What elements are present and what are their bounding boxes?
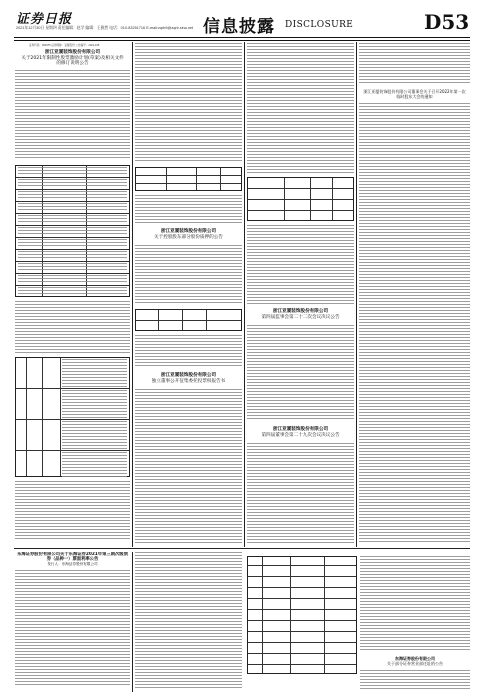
column-1 — [15, 43, 130, 548]
table-row — [16, 390, 129, 420]
table-row — [16, 215, 129, 226]
bottom-mid-article — [135, 552, 242, 692]
table-row — [16, 421, 129, 451]
table-row — [16, 359, 129, 389]
article-header — [247, 427, 354, 438]
article-body — [247, 443, 354, 543]
article-company: 浙江亚厦装饰股份有限公司 — [44, 50, 101, 55]
article-body — [15, 70, 130, 158]
article-body — [360, 556, 470, 652]
table-row — [248, 178, 353, 189]
stock-code-line: 证券代码：002375 证券简称：亚厦股份 公告编号：2021-105 — [29, 44, 100, 47]
article-body — [135, 195, 242, 223]
bottom-section-rule — [14, 548, 470, 549]
column-4 — [359, 43, 470, 548]
article-title: 关于控股股东部分股份质押的公告 — [154, 234, 223, 240]
article-title: 关于部分证券营业部迁址的公告 — [387, 661, 443, 666]
branch-relocation-table — [247, 556, 357, 674]
table-row — [16, 287, 129, 298]
article-company: 浙江亚厦装饰股份有限公司 — [160, 229, 217, 234]
article-title: 第四届董事会第二十九次会议决议公告 — [261, 432, 340, 438]
table-row — [248, 643, 356, 654]
table-row — [16, 452, 129, 480]
article-title: 关于2021年限制性股票激励计划(草案)及相关文件的修订说明公告 — [21, 55, 124, 67]
article-body — [135, 245, 242, 305]
table-row — [248, 557, 356, 566]
assessment-table — [15, 357, 130, 477]
column-divider — [132, 552, 133, 692]
bottom-right-article — [360, 556, 470, 692]
article-body — [135, 552, 242, 688]
table-row — [136, 184, 241, 192]
table-row — [16, 167, 129, 178]
issue-meta: 2021年12月30日 星期四 责任编辑：赵学 编辑：王雅然 电话：010-83251716 E-mail:zqrb9@zqrb.sina.net — [16, 26, 194, 30]
table-row — [136, 321, 241, 332]
shareholding-table — [135, 309, 242, 331]
table-row — [136, 168, 241, 176]
table-row — [16, 179, 129, 190]
article-title: 东海证券股份有限公司关于东海证券2021年第三期次级债券（品种一）票面利率公告 — [17, 552, 128, 563]
table-row — [248, 632, 356, 643]
article-header — [135, 229, 242, 240]
table-row — [16, 203, 129, 214]
table-row — [16, 227, 129, 238]
column-divider — [244, 42, 245, 547]
table-row — [248, 200, 353, 211]
article-company: 浙江亚厦装饰股份有限公司 — [272, 427, 329, 432]
table-row — [248, 621, 356, 632]
table-row — [248, 211, 353, 222]
table-row — [248, 588, 356, 599]
column-divider — [132, 42, 133, 547]
column-divider — [356, 42, 357, 547]
article-body — [135, 335, 242, 367]
newspaper-logo: 证券日报 — [16, 12, 73, 27]
table-row — [248, 665, 356, 674]
table-row — [248, 599, 356, 610]
article-body — [15, 570, 130, 685]
article-body — [135, 43, 242, 163]
table-row — [248, 566, 356, 577]
article-body — [247, 43, 354, 173]
table-row — [136, 176, 241, 184]
table-row — [136, 310, 241, 321]
table-row — [248, 189, 353, 200]
article-body — [15, 481, 130, 541]
article-title: 第四届监事会第二十二次会议决议公告 — [261, 314, 340, 320]
article-company: 浙江亚厦装饰股份有限公司 — [160, 373, 217, 378]
table-row — [16, 191, 129, 202]
article-body — [359, 43, 470, 83]
article-body — [15, 301, 130, 353]
article-body — [359, 103, 470, 543]
article-body — [247, 325, 354, 421]
article-title: 浙江亚厦装饰股份有限公司董事会关于召开2022年第一次临时股东大会的通知 — [363, 89, 466, 99]
table-row — [248, 610, 356, 621]
table-row — [16, 239, 129, 250]
table-row — [248, 577, 356, 588]
bottom-left-article — [15, 552, 130, 692]
incentive-table — [247, 177, 354, 221]
masthead-rule-thin — [14, 40, 470, 41]
article-body — [135, 389, 242, 544]
table-row — [16, 275, 129, 286]
article-title: 独立董事公开征集委托投票权报告书 — [151, 378, 226, 384]
article-company: 东海证券股份有限公司 — [395, 656, 435, 661]
article-header — [135, 373, 242, 384]
masthead-rule — [14, 37, 470, 38]
revision-table — [15, 165, 130, 297]
section-title: 信息披露 — [203, 17, 275, 37]
article-subtitle: 发行人：东海证券股份有限公司 — [47, 562, 98, 567]
article-company: 浙江亚厦装饰股份有限公司 — [272, 309, 329, 314]
table-row — [16, 263, 129, 274]
article-header — [247, 309, 354, 320]
column-2 — [135, 43, 242, 548]
table-row — [16, 251, 129, 262]
pledge-table — [135, 167, 242, 191]
article-header — [360, 656, 470, 666]
section-title-en: DISCLOSURE — [285, 20, 354, 30]
page-number: D53 — [424, 10, 470, 34]
article-body — [360, 670, 470, 690]
table-row — [248, 654, 356, 665]
column-3 — [247, 43, 354, 548]
article-body — [247, 225, 354, 305]
